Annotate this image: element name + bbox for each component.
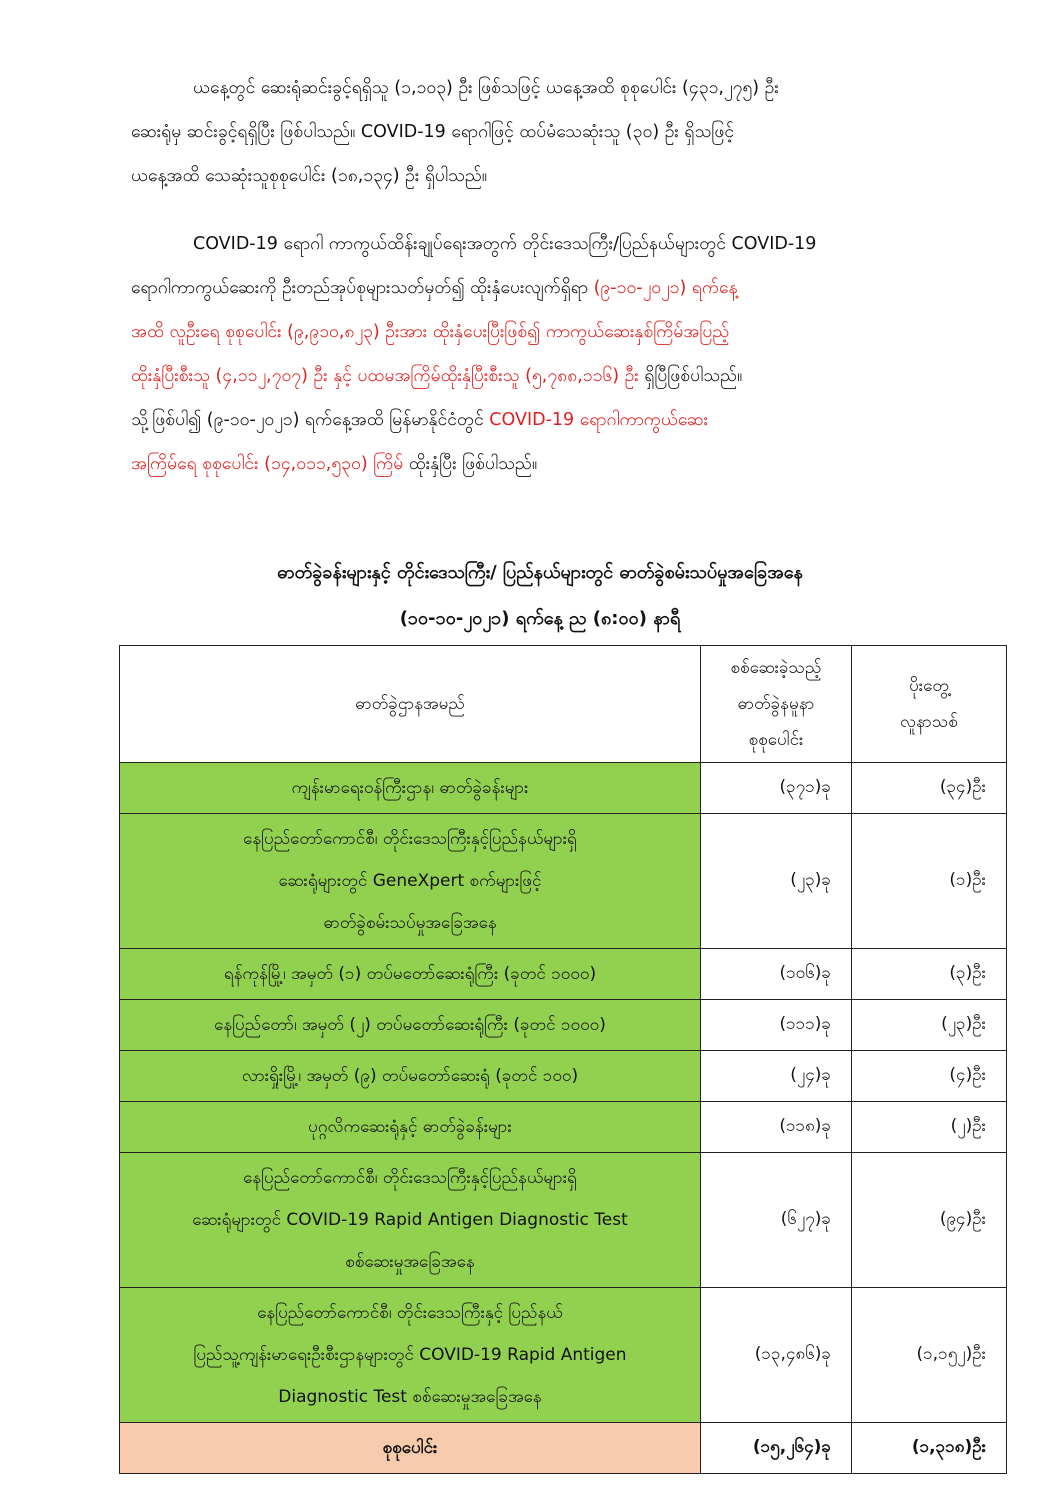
samples-cell: (၂၃)ခု (701, 814, 852, 949)
samples-cell: (၆၂၇)ခု (701, 1153, 852, 1288)
lab-name-line: နေပြည်တော်ကောင်စီ၊ တိုင်းဒေသကြီးနှင့် ပြည်နယ် (257, 1303, 563, 1323)
table-date: (၁၀-၁၀-၂၀၂၁) ရက်နေ့ ည (၈:၀၀) နာရီ (399, 608, 681, 629)
samples-cell: (၁၃,၄၈၆)ခု (701, 1288, 852, 1423)
lab-name-cell (120, 763, 701, 814)
lab-name-cell (120, 814, 701, 949)
text-segment: ရောဂါကာကွယ်ဆေးကို ဦးတည်အုပ်စုများသတ်မှတ်၍ ထိုးနှံပေးလျက်ရှိရာ (131, 278, 594, 298)
header-line: စစ်ဆေးခဲ့သည့် (730, 658, 822, 678)
table-row (120, 1102, 1007, 1153)
lab-name-line: Diagnostic Test စစ်ဆေးမှုအခြေအနေ (278, 1387, 542, 1407)
text-line: ဆေးရုံမှ ဆင်းခွင့်ရရှိပြီး ဖြစ်ပါသည်။ COVID-19 ရောဂါဖြင့် ထပ်မံသေဆုံးသူ (၃၀) ဦး ရှိသဖြင့် (131, 122, 735, 142)
positive-cell: (၃၄)ဦး (852, 763, 1007, 814)
samples-cell: (၁၁၁)ခု (701, 1000, 852, 1051)
header-line: လူနာသစ် (900, 712, 958, 732)
samples-cell: (၂၄)ခု (701, 1051, 852, 1102)
lab-name-line: ပုဂ္ဂလိကဆေးရုံနှင့် ဓာတ်ခွဲခန်းများ (308, 1117, 512, 1137)
lab-name-line: ကျန်းမာရေးဝန်ကြီးဌာန၊ ဓာတ်ခွဲခန်းများ (291, 778, 529, 798)
text-line (131, 266, 1011, 310)
positive-cell: (၉၄)ဦး (852, 1153, 1007, 1288)
positive-cell: (၂၃)ဦး (852, 1000, 1007, 1051)
table-row (120, 763, 1007, 814)
table-row (120, 814, 1007, 949)
header-positive (852, 646, 1007, 763)
text-line (131, 222, 1011, 266)
samples-cell: (၁၀၆)ခု (701, 949, 852, 1000)
total-samples: (၁၅,၂၆၄)ခု (701, 1423, 852, 1474)
text-segment: ထိုးနှံပြီး ဖြစ်ပါသည်။ (403, 454, 538, 474)
samples-cell: (၃၇၁)ခု (701, 763, 852, 814)
text-segment: ရှိပြီဖြစ်ပါသည်။ (638, 366, 743, 386)
highlight-segment: COVID-19 ရောဂါကာကွယ်ဆေး (489, 410, 709, 430)
highlight-segment: အကြိမ်ရေ စုစုပေါင်း (၁၄,၀၁၁,၅၃၀) ကြိမ် (131, 454, 404, 474)
highlight-segment: (၉-၁၀-၂၀၂၁) ရက်နေ့ (593, 278, 738, 298)
text-line (131, 354, 1011, 398)
positive-cell: (၁)ဦး (852, 814, 1007, 949)
lab-name-cell (120, 1102, 701, 1153)
lab-test-table (119, 645, 1007, 1474)
lab-name-line: လားရှိုးမြို့၊ အမှတ် (၉) တပ်မတော်ဆေးရုံ (ခုတင် ၁၀၀) (241, 1066, 579, 1086)
text-line (131, 442, 1011, 486)
highlight-segment: အထိ လူဦးရေ စုစုပေါင်း (၉,၉၁၀,၈၂၃) ဦးအား ထိုးနှံပေးပြီးဖြစ်၍ ကာကွယ်ဆေးနှစ်ကြိမ်အပြည့် (131, 322, 730, 342)
lab-name-line: ရန်ကုန်မြို့၊ အမှတ် (၁) တပ်မတော်ဆေးရုံကြီး (ခုတင် ၁၀၀၀) (223, 964, 597, 984)
lab-name-line: နေပြည်တော်ကောင်စီ၊ တိုင်းဒေသကြီးနှင့်ပြည်နယ်များရှိ (243, 1168, 577, 1188)
lab-name-line: စစ်ဆေးမှုအခြေအနေ (345, 1252, 475, 1272)
samples-cell: (၁၁၈)ခု (701, 1102, 852, 1153)
table-header-row (120, 646, 1007, 763)
total-row (120, 1423, 1007, 1474)
lab-name-cell (120, 1051, 701, 1102)
lab-name-cell (120, 949, 701, 1000)
table-row (120, 949, 1007, 1000)
positive-cell: (၁,၁၅၂)ဦး (852, 1288, 1007, 1423)
positive-cell: (၃)ဦး (852, 949, 1007, 1000)
lab-name-line: ဆေးရုံများတွင် GeneXpert စက်များဖြင့် (278, 871, 542, 891)
header-lab-name: ဓာတ်ခွဲဌာနအမည် (120, 646, 701, 763)
lab-name-cell (120, 1288, 701, 1423)
paragraph-vaccination (131, 222, 1011, 486)
positive-cell: (၄)ဦး (852, 1051, 1007, 1102)
positive-cell: (၂)ဦး (852, 1102, 1007, 1153)
lab-name-line: နေပြည်တော်ကောင်စီ၊ တိုင်းဒေသကြီးနှင့်ပြည်နယ်များရှိ (243, 829, 577, 849)
lab-name-line: နေပြည်တော်၊ အမှတ် (၂) တပ်မတော်ဆေးရုံကြီး (ခုတင် ၁၀၀၀) (214, 1015, 606, 1035)
lab-name-cell (120, 1153, 701, 1288)
lab-name-cell (120, 1000, 701, 1051)
text-line: ယနေ့တွင် ဆေးရုံဆင်းခွင့်ရရှိသူ (၁,၁၀၃) ဦး ဖြစ်သဖြင့် ယနေ့အထိ စုစုပေါင်း (၄၃၁,၂၇၅) ဦး (193, 78, 779, 98)
header-samples (701, 646, 852, 763)
header-line: ဓာတ်ခွဲနမူနာ (737, 694, 815, 714)
text-line: ယနေ့အထိ သေဆုံးသူစုစုပေါင်း (၁၈,၁၃၄) ဦး ရှိပါသည်။ (131, 166, 488, 186)
table-row (120, 1288, 1007, 1423)
text-segment: COVID-19 ရောဂါ ကာကွယ်ထိန်းချုပ်ရေးအတွက် တိုင်းဒေသကြီး/ပြည်နယ်များတွင် COVID-19 (193, 234, 817, 254)
table-row (120, 1051, 1007, 1102)
lab-name-line: ပြည်သူ့ကျန်းမာရေးဦးစီးဌာနများတွင် COVID-19 Rapid Antigen (193, 1345, 627, 1365)
lab-name-line: ဆေးရုံများတွင် COVID-19 Rapid Antigen Diagnostic Test (192, 1210, 628, 1230)
text-line (131, 398, 1011, 442)
table-row (120, 1153, 1007, 1288)
highlight-segment: ထိုးနှံပြီးစီးသူ (၄,၁၁၂,၇၀၇) ဦး နှင့် ပထမအကြိမ်ထိုးနှံပြီးစီးသူ (၅,၇၈၈,၁၁၆) ဦး (131, 366, 639, 386)
total-label: စုစုပေါင်း (120, 1423, 701, 1474)
header-line: ပိုးတွေ့ (909, 676, 949, 696)
lab-name-line: ဓာတ်ခွဲစမ်းသပ်မှုအခြေအနေ (323, 913, 497, 933)
header-line: စုစုပေါင်း (748, 730, 804, 750)
text-line (131, 310, 1011, 354)
text-segment: သို့ဖြစ်ပါ၍ (၉-၁၀-၂၀၂၁) ရက်နေ့အထိ မြန်မာနိုင်ငံတွင် (131, 410, 490, 430)
table-row (120, 1000, 1007, 1051)
table-heading: ဓာတ်ခွဲခန်းများနှင့် တိုင်းဒေသကြီး/ ပြည်နယ်များတွင် ဓာတ်ခွဲစမ်းသပ်မှုအခြေအနေ (277, 562, 803, 583)
paragraph-discharges-deaths (131, 66, 1011, 198)
total-positive: (၁,၃၁၈)ဦး (852, 1423, 1007, 1474)
